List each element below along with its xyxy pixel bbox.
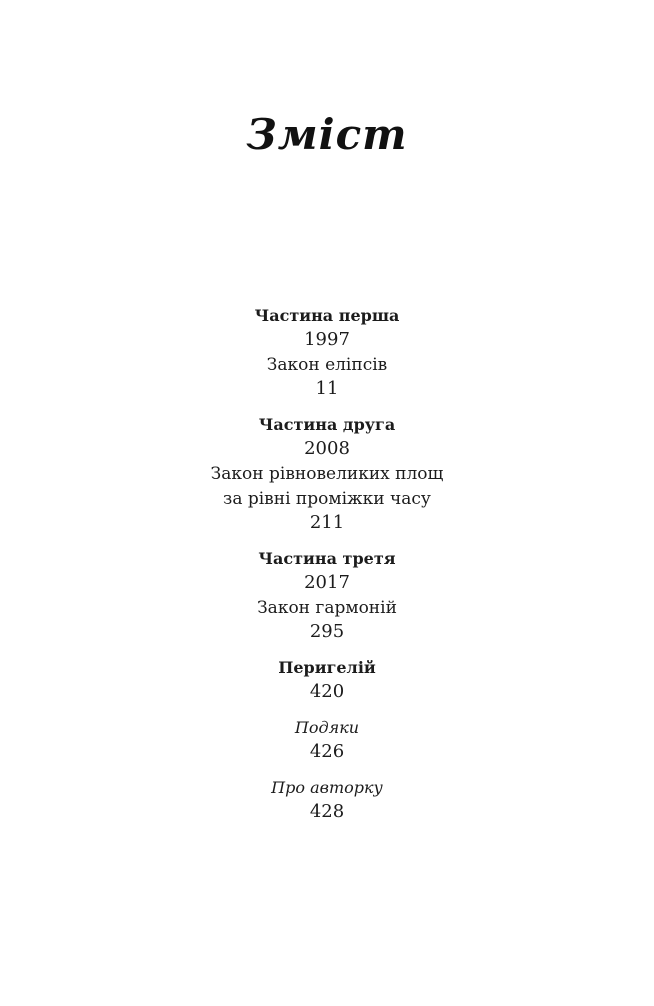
part-1-chapter: Закон еліпсів <box>266 355 388 375</box>
part-1-year: 1997 <box>304 329 350 350</box>
part-3-page-number: 295 <box>309 621 345 642</box>
about-author-title: Про авторку <box>271 778 383 797</box>
part-2-chapter-line-2: за рівні проміжки часу <box>223 489 431 509</box>
part-1-title: Частина перша <box>254 306 400 325</box>
page-title: Зміст <box>246 110 408 159</box>
part-2-year: 2008 <box>304 438 350 459</box>
acknowledgements-page-number: 426 <box>309 741 345 762</box>
part-2-title: Частина друга <box>258 415 396 434</box>
part-3-year: 2017 <box>304 572 350 593</box>
part-2-page-number: 211 <box>309 512 345 533</box>
part-1-page-number: 11 <box>315 378 339 399</box>
part-2-chapter-line-1: Закон рівновеликих площ <box>210 464 444 484</box>
perihelion-page-number: 420 <box>309 681 345 702</box>
perihelion-title: Перигелій <box>278 658 376 677</box>
acknowledgements-title: Подяки <box>294 718 360 737</box>
part-3-chapter: Закон гармоній <box>257 598 397 618</box>
about-author-page-number: 428 <box>309 801 345 822</box>
part-3-title: Частина третя <box>258 549 396 568</box>
